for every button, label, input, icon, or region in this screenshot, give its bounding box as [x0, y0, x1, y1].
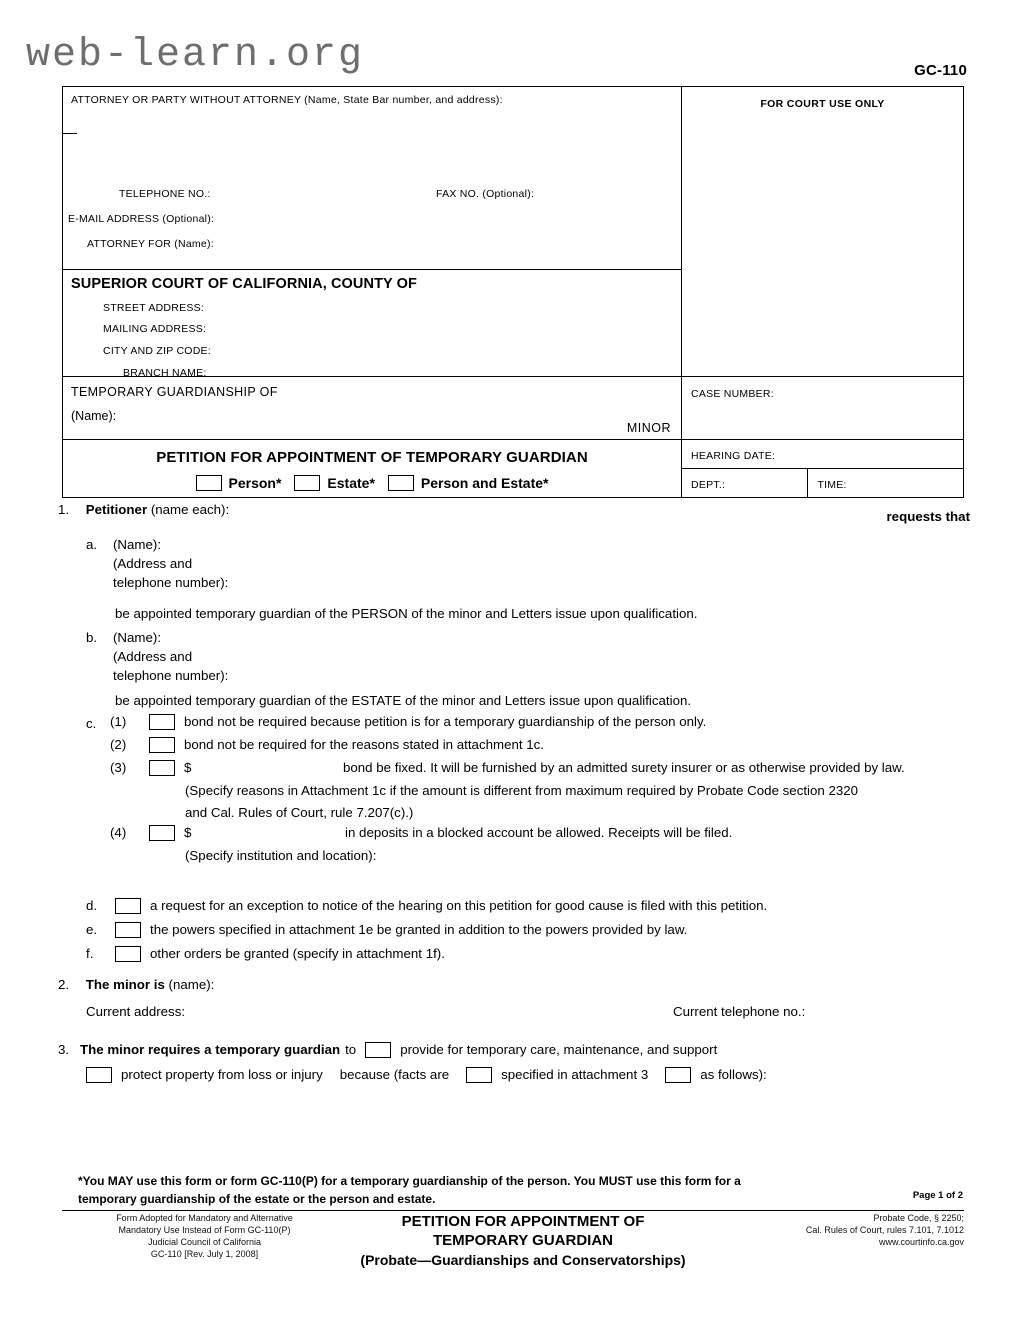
- dept-label: DEPT.:: [691, 479, 726, 491]
- minor-label: MINOR: [626, 421, 671, 435]
- item-1a-body: be appointed temporary guardian of the PERSON of the minor and Letters issue upon qualification.: [115, 606, 698, 621]
- item-1c4-row[interactable]: [110, 823, 732, 842]
- item-1b-name-label: (Name):: [113, 630, 162, 645]
- attorney-for-label: ATTORNEY FOR (Name):: [87, 238, 214, 250]
- item-3-row2: [86, 1065, 767, 1084]
- item-1c-letter: c.: [86, 716, 97, 731]
- hearing-date-label: HEARING DATE:: [691, 450, 776, 462]
- item-1a-telephone-label: telephone number):: [113, 575, 229, 590]
- item-1c1-row[interactable]: [110, 712, 706, 731]
- form-number: GC-110: [914, 62, 967, 79]
- item-1-number: 1.: [58, 502, 70, 517]
- court-title: SUPERIOR COURT OF CALIFORNIA, COUNTY OF: [71, 276, 417, 292]
- item-2-hint: (name):: [164, 977, 215, 992]
- telephone-label: TELEPHONE NO.:: [119, 188, 211, 200]
- item-1c4-amount-field[interactable]: $: [184, 825, 192, 840]
- item-1f-text: other orders be granted (specify in attachment 1f).: [150, 946, 445, 961]
- petition-title-cell: [63, 440, 681, 497]
- for-court-use-cell: [681, 87, 963, 377]
- item-1c3-row[interactable]: [110, 758, 905, 777]
- item-1f-row[interactable]: [86, 944, 445, 963]
- checkbox-person[interactable]: [196, 475, 222, 491]
- footer-right-column: [699, 1212, 964, 1248]
- attorney-cell: [63, 87, 681, 377]
- item-1e-letter: e.: [86, 922, 98, 937]
- item-1c4-number: (4): [110, 825, 127, 840]
- item-2-number: 2.: [58, 977, 70, 992]
- checkbox-person-and-estate-row[interactable]: [388, 475, 549, 491]
- item-1c3-note-line2: and Cal. Rules of Court, rule 7.207(c).): [185, 805, 414, 820]
- item-3-option4-text: as follows):: [700, 1067, 767, 1082]
- item-2-current-telephone-label: Current telephone no.:: [673, 1004, 806, 1019]
- time-cell[interactable]: [808, 469, 963, 497]
- item-1-hint: (name each):: [147, 502, 230, 517]
- item-1b-telephone-label: telephone number):: [113, 668, 229, 683]
- court-cell: [63, 269, 681, 379]
- checkbox-1c3[interactable]: [149, 760, 175, 776]
- footer-center-title: [347, 1212, 699, 1270]
- footnote-line-2: temporary guardianship of the estate or the person and estate.: [78, 1192, 436, 1206]
- item-3-to: to: [345, 1042, 357, 1057]
- item-1d-letter: d.: [86, 898, 98, 913]
- guardianship-cell: [63, 377, 681, 440]
- footer-title-line-3: (Probate—Guardianships and Conservatorships): [360, 1252, 686, 1269]
- checkbox-person-and-estate[interactable]: [388, 475, 414, 491]
- item-1c2-number: (2): [110, 737, 127, 752]
- item-1e-row[interactable]: [86, 920, 687, 939]
- item-3-row1: [58, 1040, 717, 1059]
- checkbox-person-row[interactable]: [196, 475, 282, 491]
- footer: [62, 1212, 964, 1270]
- item-1a-address-label: (Address and: [113, 556, 193, 571]
- guardianship-name-label: (Name):: [71, 409, 117, 423]
- item-1c1-text: bond not be required because petition is for a temporary guardianship of the person only.: [184, 714, 707, 729]
- footer-left-line-1: Form Adopted for Mandatory and Alternative: [116, 1213, 293, 1223]
- mailing-address-label: MAILING ADDRESS:: [103, 323, 207, 335]
- checkbox-estate-row[interactable]: [294, 475, 374, 491]
- item-1b-letter: b.: [86, 630, 98, 645]
- item-1a-name-label: (Name):: [113, 537, 162, 552]
- item-1c1-number: (1): [110, 714, 127, 729]
- email-label: E-MAIL ADDRESS (Optional):: [68, 213, 215, 225]
- site-watermark: web-learn.org: [26, 33, 365, 78]
- street-address-label: STREET ADDRESS:: [103, 302, 204, 314]
- footnote-line-1: *You MAY use this form or form GC-110(P) for a temporary guardianship of the person. You MUST use this form for a: [78, 1174, 741, 1188]
- checkbox-person-and-estate-label: Person and Estate*: [420, 475, 549, 491]
- footnote: [78, 1172, 878, 1208]
- footer-left-column: [62, 1212, 347, 1261]
- item-3-because-text: because (facts are: [339, 1067, 450, 1082]
- footer-right-line-1: Probate Code, § 2250;: [873, 1213, 964, 1223]
- checkbox-person-label: Person*: [228, 475, 282, 491]
- item-1b-address-label: (Address and: [113, 649, 193, 664]
- checkbox-3-as-follows[interactable]: [665, 1067, 691, 1083]
- item-1e-text: the powers specified in attachment 1e be granted in addition to the powers provided by law.: [150, 922, 688, 937]
- caption-table: [62, 86, 964, 498]
- item-3-option3-text: specified in attachment 3: [501, 1067, 649, 1082]
- checkbox-1f[interactable]: [115, 946, 141, 962]
- checkbox-estate[interactable]: [294, 475, 320, 491]
- city-zip-label: CITY AND ZIP CODE:: [103, 345, 211, 357]
- item-1c2-text: bond not be required for the reasons stated in attachment 1c.: [184, 737, 544, 752]
- item-3-label: The minor requires a temporary guardian: [80, 1042, 341, 1057]
- item-1b-body: be appointed temporary guardian of the ESTATE of the minor and Letters issue upon qualification.: [115, 693, 692, 708]
- checkbox-estate-label: Estate*: [327, 475, 375, 491]
- attorney-tick-mark: [63, 133, 77, 134]
- item-1d-row[interactable]: [86, 896, 767, 915]
- footer-title-line-2: TEMPORARY GUARDIAN: [432, 1232, 613, 1250]
- for-court-use-label: FOR COURT USE ONLY: [760, 98, 885, 110]
- footer-right-line-3: www.courtinfo.ca.gov: [878, 1237, 964, 1248]
- branch-name-label: BRANCH NAME:: [123, 367, 207, 379]
- dept-cell[interactable]: [682, 469, 808, 497]
- item-1c4-text: in deposits in a blocked account be allowed. Receipts will be filed.: [345, 825, 733, 840]
- checkbox-1d[interactable]: [115, 898, 141, 914]
- item-3-option2-text: protect property from loss or injury: [121, 1067, 323, 1082]
- petition-title: PETITION FOR APPOINTMENT OF TEMPORARY GUARDIAN: [156, 449, 588, 466]
- item-1c4-note: (Specify institution and location):: [185, 848, 377, 863]
- case-number-cell[interactable]: [681, 377, 963, 440]
- item-1a-letter: a.: [86, 537, 98, 552]
- item-2-minor: [58, 975, 214, 994]
- requests-that-label: requests that: [886, 509, 970, 524]
- checkbox-1c2[interactable]: [149, 737, 175, 753]
- checkbox-1e[interactable]: [115, 922, 141, 938]
- checkbox-3-attachment[interactable]: [466, 1067, 492, 1083]
- footer-title-line-1: PETITION FOR APPOINTMENT OF: [401, 1213, 645, 1230]
- footer-divider: [62, 1210, 964, 1211]
- item-3-number: 3.: [58, 1042, 70, 1057]
- footer-right-line-2: Cal. Rules of Court, rules 7.101, 7.1012: [805, 1225, 964, 1236]
- hearing-date-cell[interactable]: [682, 440, 963, 469]
- checkbox-1c4[interactable]: [149, 825, 175, 841]
- item-1c3-number: (3): [110, 760, 127, 775]
- checkbox-3-protect-property[interactable]: [86, 1067, 112, 1083]
- item-2-label: The minor is: [85, 977, 165, 992]
- attorney-label: ATTORNEY OR PARTY WITHOUT ATTORNEY (Name, State Bar number, and address):: [71, 94, 503, 106]
- petition-type-choices: [63, 475, 681, 491]
- item-1c3-note-line1: (Specify reasons in Attachment 1c if the amount is different from maximum required by Probate Code section 2320: [185, 783, 859, 798]
- item-1-label: Petitioner: [85, 502, 148, 517]
- item-1c2-row[interactable]: [110, 735, 544, 754]
- footer-left-line-3: Judicial Council of California: [147, 1237, 262, 1248]
- item-1f-letter: f.: [86, 946, 94, 961]
- footer-left-line-4: GC-110 [Rev. July 1, 2008]: [150, 1249, 259, 1260]
- item-1c3-amount-field[interactable]: $: [184, 760, 192, 775]
- item-1d-text: a request for an exception to notice of the hearing on this petition for good cause is filed with this petition.: [150, 898, 768, 913]
- item-1c3-text: bond be fixed. It will be furnished by an admitted surety insurer or as otherwise provided by law.: [343, 760, 905, 775]
- item-3-option1-text: provide for temporary care, maintenance, and support: [400, 1042, 718, 1057]
- guardianship-label: TEMPORARY GUARDIANSHIP OF: [71, 385, 278, 399]
- fax-label: FAX NO. (Optional):: [436, 188, 535, 200]
- page-number: Page 1 of 2: [912, 1190, 963, 1201]
- hearing-info-cell: [681, 440, 963, 497]
- footer-left-line-2: Mandatory Use Instead of Form GC-110(P): [118, 1225, 291, 1236]
- time-label: TIME:: [817, 479, 847, 491]
- item-2-current-address-label: Current address:: [86, 1004, 186, 1019]
- checkbox-1c1[interactable]: [149, 714, 175, 730]
- checkbox-3-care[interactable]: [365, 1042, 391, 1058]
- case-number-label: CASE NUMBER:: [691, 388, 774, 400]
